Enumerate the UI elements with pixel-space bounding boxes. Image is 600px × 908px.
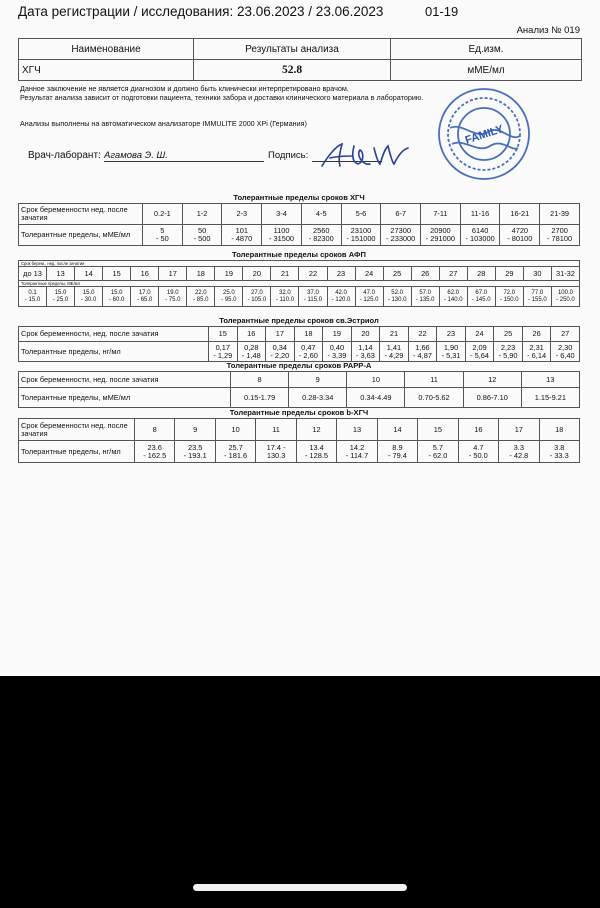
bhcg-table (18, 418, 580, 463)
afp-table (18, 260, 580, 307)
bhcg-week-cell: 10 (215, 419, 255, 441)
afp-limit-cell-high: - 30.0 (80, 296, 97, 303)
hcg-limit-cell (540, 225, 580, 246)
bhcg-limit-cell-high: - 62.0 (428, 450, 448, 460)
estriol-limit-cell-high: - 1,29 (213, 350, 233, 360)
stamp-text: FAMILY (463, 123, 505, 147)
estriol-limit-cell-low: 1,90 (443, 342, 459, 352)
pappa-limit-cell: 0.70-5.62 (405, 388, 463, 408)
signature-image (318, 138, 422, 174)
afp-week-cell: 16 (131, 267, 159, 281)
afp-limit-cell (495, 287, 523, 307)
analyzer-note: Анализы выполнены на автоматическом анализаторе IMMULITE 2000 XPi (Германия) (20, 119, 307, 128)
pappa-week-cell: 13 (521, 372, 579, 388)
afp-limit-cell (243, 287, 271, 307)
estriol-limit-cell-low: 0,40 (329, 342, 345, 352)
afp-limit-cell-low: 100.0 (557, 289, 573, 296)
bhcg-limit-cell-low: 13.4 (309, 442, 324, 452)
estriol-week-cell: 15 (209, 327, 238, 342)
afp-limit-cell-low: 0.1 (28, 289, 37, 296)
hcg-limit-cell (421, 225, 461, 246)
afp-limit-cell (355, 287, 383, 307)
afp-limit-cell-low: 52.0 (391, 289, 403, 296)
estriol-limit-cell-low: 2,09 (472, 342, 487, 352)
pappa-week-cell: 8 (231, 372, 289, 388)
estriol-limit-cell-high: - 2,20 (270, 350, 290, 360)
estriol-week-cell: 20 (351, 327, 380, 342)
result-value: 52.8 (194, 60, 391, 81)
afp-week-row (19, 267, 580, 281)
pappa-title: Толерантные пределы сроков PAPP-A (226, 361, 372, 370)
afp-limit-cell-high: - 130.0 (387, 296, 407, 303)
pappa-limit-cell: 0.86-7.10 (463, 388, 521, 408)
pappa-limit-cell: 0.28-3.34 (289, 388, 347, 408)
estriol-limit-label: Толерантные пределы, нг/мл (19, 342, 209, 362)
afp-limit-cell-high: - 15.0 (24, 296, 41, 303)
estriol-limit-cell-high: - 6,14 (527, 350, 547, 360)
home-indicator[interactable] (193, 884, 407, 891)
afp-week-cell: 21 (271, 267, 299, 281)
afp-week-cell: 31-32 (551, 267, 579, 281)
hcg-limit-cell-high: - 82300 (308, 234, 334, 243)
afp-week-cell: 13 (47, 267, 75, 281)
hcg-limit-cell-high: - 78100 (547, 234, 573, 243)
estriol-week-label: Срок беременности, нед. после зачатия (19, 327, 209, 342)
estriol-limit-cell (351, 342, 380, 362)
hcg-week-cell: 4-5 (301, 204, 341, 225)
bhcg-limit-cell (337, 441, 377, 463)
hcg-limit-cell-high: - 233000 (386, 234, 416, 243)
estriol-limit-cell-high: - 6,40 (555, 350, 575, 360)
hcg-limit-cell-high: - 31500 (268, 234, 295, 243)
bhcg-limit-cell-high: - 181.6 (224, 450, 248, 460)
estriol-week-cell: 22 (408, 327, 437, 342)
estriol-week-cell: 26 (522, 327, 551, 342)
afp-limit-cell-high: - 75.0 (165, 296, 181, 303)
report-code: 01-19 (425, 4, 459, 19)
afp-limit-cell-low: 72.0 (503, 289, 516, 296)
hcg-week-label: Срок беременности нед. после зачатия (19, 204, 143, 225)
bhcg-limit-cell-high: - 128.5 (305, 450, 329, 460)
afp-week-cell: 23 (327, 267, 355, 281)
bhcg-limit-cell-high: - 162.5 (143, 450, 167, 460)
afp-limit-cell (523, 287, 551, 307)
hcg-limit-cell (460, 225, 500, 246)
afp-week-cell: 22 (299, 267, 327, 281)
afp-limit-cell (187, 287, 215, 307)
afp-week-cell: 25 (383, 267, 411, 281)
hcg-limit-cell (182, 225, 222, 246)
bhcg-limit-cell (499, 441, 539, 463)
hcg-limit-cell-high: - 80100 (507, 234, 533, 243)
estriol-limit-cell (266, 342, 295, 362)
estriol-limit-cell-high: - 2,60 (298, 350, 318, 360)
afp-week-cell: 14 (75, 267, 103, 281)
result-table (18, 38, 582, 81)
bhcg-week-cell: 9 (175, 419, 215, 441)
estriol-week-cell: 23 (437, 327, 466, 342)
afp-limit-cell (383, 287, 411, 307)
bhcg-week-cell: 18 (539, 419, 579, 441)
afp-limit-cell-high: - 140.0 (443, 296, 463, 303)
estriol-limit-cell (465, 342, 494, 362)
estriol-limit-cell-low: 2,23 (500, 342, 516, 352)
estriol-limit-cell-low: 0,34 (272, 342, 288, 352)
hcg-week-cell: 7-11 (421, 204, 461, 225)
bhcg-limit-cell-high: - 42.8 (509, 450, 529, 460)
estriol-week-cell: 16 (237, 327, 266, 342)
afp-limit-cell-low: 62.0 (447, 289, 460, 296)
afp-limit-cell (131, 287, 159, 307)
afp-limit-cell-high: - 115.0 (303, 296, 323, 303)
estriol-limit-cell-low: 2,31 (529, 342, 544, 352)
bhcg-limit-cell (175, 441, 215, 463)
col-name-header: Наименование (19, 39, 194, 60)
hcg-week-cell: 2-3 (222, 204, 262, 225)
bhcg-limit-cell-high: - 79.4 (387, 450, 407, 460)
bhcg-week-row (19, 419, 580, 441)
bhcg-limit-cell-low: 3.3 (513, 442, 524, 452)
bhcg-limit-label: Толерантные пределы, нг/мл (19, 441, 135, 463)
result-name: ХГЧ (19, 60, 194, 81)
afp-limit-cell-high: - 135.0 (415, 296, 435, 303)
hcg-limit-cell-low: 4720 (511, 226, 529, 235)
afp-limit-cell-high: - 110.0 (275, 296, 295, 303)
bhcg-limit-cell-high: - 114.7 (345, 450, 369, 460)
pappa-limit-cell: 0.15-1.79 (231, 388, 289, 408)
afp-limit-cell (159, 287, 187, 307)
afp-limit-cell (439, 287, 467, 307)
afp-week-cell: 18 (187, 267, 215, 281)
hcg-limit-cell (222, 225, 262, 246)
afp-limit-cell-low: 19.0 (166, 289, 179, 296)
afp-limit-cell-high: - 65.0 (137, 296, 153, 303)
pappa-table (18, 371, 580, 408)
hcg-week-cell: 3-4 (262, 204, 302, 225)
doctor-label: Врач-лаборант: (28, 150, 101, 161)
bhcg-limit-cell-low: 23.6 (147, 442, 162, 452)
bhcg-limit-cell (539, 441, 579, 463)
estriol-limit-cell-high: - 5,90 (498, 350, 518, 360)
estriol-limit-cell (494, 342, 523, 362)
afp-limit-cell (103, 287, 131, 307)
doctor-name: Агамова Э. Ш. (104, 150, 264, 162)
estriol-limit-cell-low: 0,47 (301, 342, 316, 352)
hcg-week-cell: 21-39 (540, 204, 580, 225)
estriol-week-cell: 21 (380, 327, 409, 342)
afp-limit-row (19, 287, 580, 307)
estriol-table (18, 326, 580, 362)
afp-limit-cell-low: 17.0 (138, 289, 151, 296)
afp-limit-cell-low: 77.0 (531, 289, 544, 296)
hcg-limit-cell (262, 225, 302, 246)
bhcg-limit-cell (296, 441, 336, 463)
afp-limit-cell (551, 287, 579, 307)
estriol-limit-cell-high: - 5,64 (470, 350, 489, 360)
estriol-limit-cell-low: 2,30 (557, 342, 573, 352)
estriol-limit-cell (551, 342, 580, 362)
hcg-limit-cell-low: 2560 (313, 226, 330, 235)
afp-limit-cell (215, 287, 243, 307)
hcg-week-cell: 1-2 (182, 204, 222, 225)
col-unit-header: Ед.изм. (391, 39, 582, 60)
pappa-week-cell: 11 (405, 372, 463, 388)
estriol-limit-cell-low: 1,41 (386, 342, 402, 352)
afp-limit-cell-high: - 105.0 (247, 296, 267, 303)
bhcg-limit-cell (215, 441, 255, 463)
hcg-limit-cell-low: 20900 (430, 226, 451, 235)
estriol-limit-cell (380, 342, 409, 362)
afp-limit-cell-low: 27.0 (251, 289, 263, 296)
pappa-week-cell: 10 (347, 372, 405, 388)
estriol-limit-cell (522, 342, 551, 362)
hcg-limit-cell-low: 6140 (471, 226, 489, 235)
hcg-limit-label: Толерантные пределы, мМЕ/мл (19, 225, 143, 246)
hcg-limit-cell-low: 101 (235, 226, 248, 235)
bhcg-limit-cell (458, 441, 498, 463)
afp-limit-cell-high: - 25.0 (52, 296, 69, 303)
pappa-limit-cell: 1.15-9.21 (521, 388, 579, 408)
afp-limit-cell-high: - 155.0 (528, 296, 547, 303)
bhcg-limit-cell (256, 441, 296, 463)
estriol-limit-cell-high: - 4,29 (384, 350, 404, 360)
bhcg-week-cell: 15 (418, 419, 458, 441)
bhcg-limit-cell-low: 17.4 - (266, 442, 286, 452)
bhcg-week-cell: 13 (337, 419, 377, 441)
bhcg-limit-row (19, 441, 580, 463)
estriol-week-cell: 19 (323, 327, 352, 342)
hcg-limit-cell (341, 225, 381, 246)
bhcg-week-cell: 12 (296, 419, 336, 441)
estriol-week-cell: 17 (266, 327, 295, 342)
signature-label: Подпись: (268, 150, 309, 161)
hcg-week-cell: 16-21 (500, 204, 540, 225)
afp-week-cell: 17 (159, 267, 187, 281)
hcg-limit-cell-low: 1100 (273, 226, 290, 235)
bhcg-limit-cell-high: - 33.3 (549, 450, 569, 460)
col-result-header: Результаты анализа (194, 39, 391, 60)
bhcg-week-label: Срок беременности нед. после зачатия (19, 419, 135, 441)
estriol-week-cell: 25 (494, 327, 523, 342)
afp-week-cell: до 13 (19, 267, 47, 281)
bhcg-limit-cell-low: 8.9 (392, 442, 403, 452)
afp-week-cell: 26 (411, 267, 439, 281)
estriol-limit-cell (437, 342, 466, 362)
hcg-limit-cell (381, 225, 421, 246)
hcg-week-cell: 11-16 (460, 204, 500, 225)
estriol-limit-cell-high: - 1,48 (241, 350, 261, 360)
hcg-limit-cell-low: 27300 (390, 226, 411, 235)
estriol-week-cell: 27 (551, 327, 580, 342)
afp-week-label: Срок берем., нед. после зачатия (19, 261, 580, 267)
estriol-limit-cell-low: 1,14 (358, 342, 373, 352)
afp-limit-cell (75, 287, 103, 307)
afp-limit-cell (467, 287, 495, 307)
bhcg-week-cell: 17 (499, 419, 539, 441)
afp-limit-cell-high: - 145.0 (471, 296, 491, 303)
afp-limit-cell-low: 47.0 (363, 289, 375, 296)
afp-limit-cell (47, 287, 75, 307)
registration-date: Дата регистрации / исследования: 23.06.2023 / 23.06.2023 (18, 4, 384, 19)
estriol-limit-cell (237, 342, 266, 362)
afp-limit-cell-low: 15.0 (82, 289, 95, 296)
pappa-limit-row (19, 388, 580, 408)
hcg-limit-cell-low: 2700 (551, 226, 568, 235)
hcg-limit-cell (500, 225, 540, 246)
afp-limit-cell-low: 32.0 (279, 289, 291, 296)
afp-week-cell: 19 (215, 267, 243, 281)
hcg-limit-cell-low: 5 (160, 226, 165, 235)
hcg-limit-cell-high: - 500 (193, 234, 211, 243)
estriol-week-cell: 18 (294, 327, 323, 342)
analysis-number: Анализ № 019 (516, 25, 580, 36)
estriol-limit-row (19, 342, 580, 362)
hcg-limit-cell-low: 50 (197, 226, 207, 235)
afp-limit-cell-low: 42.0 (335, 289, 347, 296)
estriol-limit-cell-low: 0,17 (215, 342, 230, 352)
bhcg-title: Толерантные пределы сроков b-ХГЧ (229, 408, 369, 417)
bhcg-limit-cell (135, 441, 175, 463)
afp-limit-cell-low: 37.0 (307, 289, 319, 296)
disclaimer-line-1: Данное заключение не является диагнозом и должно быть клинически интерпретировано врачом. (20, 84, 349, 93)
afp-limit-cell (299, 287, 327, 307)
afp-limit-cell-low: 57.0 (419, 289, 432, 296)
bhcg-week-cell: 14 (377, 419, 417, 441)
bhcg-limit-cell-low: 14.2 (349, 442, 365, 452)
estriol-limit-cell (209, 342, 238, 362)
estriol-week-cell: 24 (465, 327, 494, 342)
hcg-week-row (19, 204, 580, 225)
hcg-week-cell: 0.2-1 (143, 204, 183, 225)
afp-limit-cell-high: - 95.0 (221, 296, 237, 303)
afp-week-cell: 24 (355, 267, 383, 281)
hcg-limit-row (19, 225, 580, 246)
bhcg-limit-cell-high: - 193.1 (183, 450, 207, 460)
afp-limit-cell-low: 15.0 (110, 289, 123, 296)
pappa-limit-cell: 0.34-4.49 (347, 388, 405, 408)
afp-limit-cell (411, 287, 439, 307)
afp-limit-cell-high: - 60.0 (108, 296, 125, 303)
afp-limit-cell-low: 22.0 (194, 289, 207, 296)
hcg-week-cell: 6-7 (381, 204, 421, 225)
estriol-limit-cell-high: - 4,87 (413, 350, 432, 360)
hcg-limit-cell (143, 225, 183, 246)
bhcg-week-cell: 11 (256, 419, 296, 441)
hcg-limit-cell-low: 23100 (350, 226, 372, 235)
estriol-limit-cell (294, 342, 323, 362)
hcg-week-cell: 5-6 (341, 204, 381, 225)
afp-week-cell: 29 (495, 267, 523, 281)
bhcg-limit-cell-high: 130.3 (266, 450, 286, 460)
afp-limit-cell (19, 287, 47, 307)
estriol-limit-cell-low: 0,28 (244, 342, 259, 352)
hcg-title: Толерантные пределы сроков ХГЧ (233, 193, 365, 202)
estriol-limit-cell (408, 342, 437, 362)
afp-limit-cell-low: 25.0 (223, 289, 235, 296)
estriol-limit-cell-high: - 3,39 (327, 350, 347, 360)
afp-limit-cell-low: 15.0 (54, 289, 67, 296)
hcg-limit-cell-high: - 151000 (346, 234, 376, 243)
estriol-limit-cell-low: 1,66 (415, 342, 430, 352)
bhcg-week-cell: 8 (135, 419, 175, 441)
bhcg-limit-cell (418, 441, 458, 463)
pappa-limit-label: Толерантные пределы, мМЕ/мл (19, 388, 231, 408)
afp-week-cell: 30 (523, 267, 551, 281)
afp-limit-cell-low: 67.0 (475, 289, 488, 296)
hcg-limit-cell-high: - 4870 (231, 234, 253, 243)
estriol-limit-cell (323, 342, 352, 362)
afp-title: Толерантные пределы сроков АФП (232, 250, 366, 259)
pappa-week-label: Срок беременности, нед. после зачатия (19, 372, 231, 388)
hcg-limit-cell-high: - 103000 (465, 234, 495, 243)
lab-stamp (436, 86, 532, 182)
estriol-week-row (19, 327, 580, 342)
estriol-limit-cell-high: - 3,63 (355, 350, 375, 360)
result-unit: мМЕ/мл (391, 60, 582, 81)
hcg-limit-cell-high: - 291000 (425, 234, 455, 243)
afp-limit-cell-high: - 125.0 (359, 296, 379, 303)
pappa-week-row (19, 372, 580, 388)
afp-limit-label: Толерантные пределы, МЕ/мл (19, 281, 580, 287)
afp-limit-cell (271, 287, 299, 307)
bhcg-week-cell: 16 (458, 419, 498, 441)
bhcg-limit-cell (377, 441, 417, 463)
hcg-limit-cell (301, 225, 341, 246)
afp-limit-cell (327, 287, 355, 307)
afp-week-cell: 20 (243, 267, 271, 281)
afp-week-cell: 27 (439, 267, 467, 281)
hcg-limit-cell-high: - 50 (155, 234, 169, 243)
pappa-week-cell: 9 (289, 372, 347, 388)
afp-week-cell: 15 (103, 267, 131, 281)
afp-week-cell: 28 (467, 267, 495, 281)
hcg-table (18, 203, 580, 246)
bhcg-limit-cell-low: 5.7 (432, 442, 444, 452)
pappa-week-cell: 12 (463, 372, 521, 388)
bhcg-limit-cell-low: 25.7 (228, 442, 243, 452)
estriol-limit-cell-high: - 5,31 (441, 350, 461, 360)
disclaimer-line-2: Результат анализа зависит от подготовки пациента, техники забора и доставки клинического материала в лабораторию. (20, 93, 424, 102)
afp-limit-cell-high: - 250.0 (556, 296, 575, 303)
afp-limit-cell-high: - 85.0 (193, 296, 209, 303)
bhcg-limit-cell-high: - 50.0 (468, 450, 488, 460)
bhcg-limit-cell-low: 23.5 (187, 442, 203, 452)
estriol-title: Толерантные пределы сроков св.Эстриол (219, 316, 379, 325)
bhcg-limit-cell-low: 3.8 (554, 442, 565, 452)
afp-limit-cell-high: - 150.0 (499, 296, 519, 303)
bhcg-limit-cell-low: 4.7 (473, 442, 484, 452)
afp-limit-cell-high: - 120.0 (331, 296, 351, 303)
